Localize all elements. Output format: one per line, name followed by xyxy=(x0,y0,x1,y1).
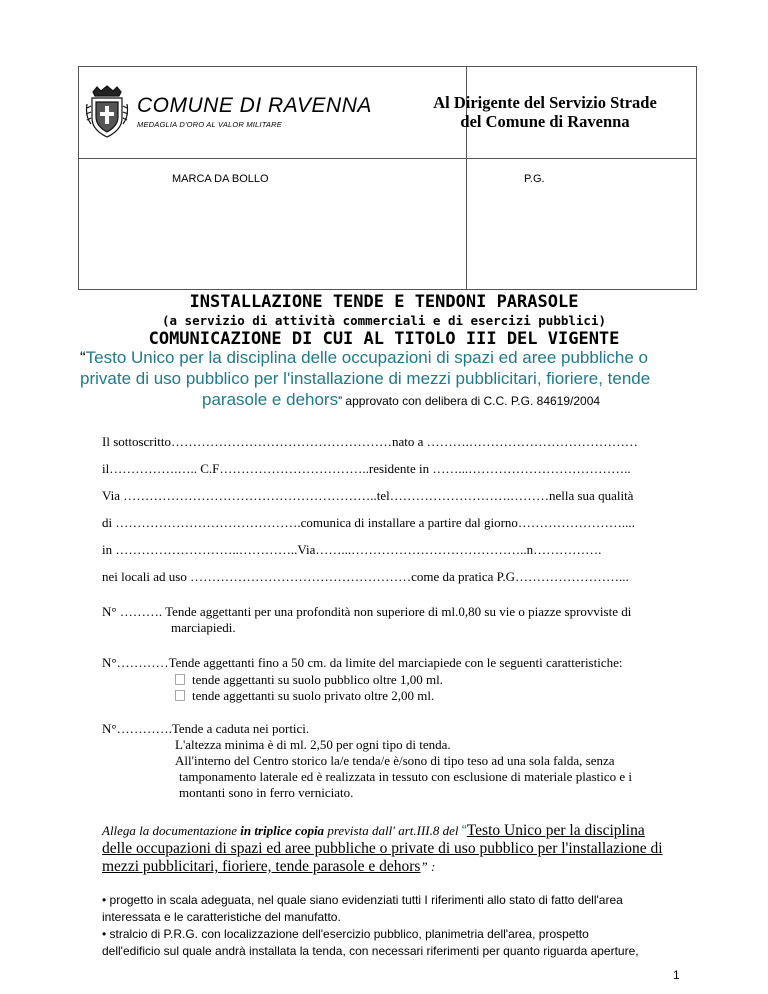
page-number: 1 xyxy=(673,968,680,982)
form-line-name[interactable]: Il sottoscritto……………………………………………nato a ……….………………………………… xyxy=(102,434,638,449)
comune-name: COMUNE DI RAVENNA xyxy=(137,94,372,117)
recipient-line-1: Al Dirigente del Servizio Strade xyxy=(433,93,657,112)
pg-label: P.G. xyxy=(524,173,545,185)
form-line-use[interactable]: nei locali ad uso ……………………………………………come da pratica P.G……………………... xyxy=(102,569,629,584)
item-2-option-2[interactable] xyxy=(175,688,434,704)
item-3-line-1: N°………….Tende a caduta nei portici. xyxy=(102,721,310,736)
item-3-line-5: montanti sono in ferro verniciato. xyxy=(179,785,354,800)
item-3-line-3: All'interno del Centro storico la/e tenda/e è/sono di tipo teso ad una sola falda, senza xyxy=(175,753,615,768)
testo-text-1: Testo Unico per la disciplina delle occupazioni di spazi ed aree pubbliche o xyxy=(85,348,648,367)
comunicazione-title: COMUNICAZIONE DI CUI AL TITOLO III DEL VIGENTE xyxy=(148,329,620,349)
allega-end: ” : xyxy=(420,859,436,874)
item-3-line-4: tamponamento laterale ed è realizzata in tessuto con esclusione di materiale plastico e i xyxy=(179,769,633,784)
sub-title: (a servizio di attività commerciali e di esercizi pubblici) xyxy=(161,313,606,328)
bullet-2-line-1: • stralcio di P.R.G. con localizzazione dell'esercizio pubblico, planimetria dell'area, prospetto xyxy=(102,927,589,941)
main-title: INSTALLAZIONE TENDE E TENDONI PARASOLE xyxy=(189,292,579,312)
checkbox-icon[interactable] xyxy=(175,674,185,685)
item-1-line-2: marciapiedi. xyxy=(171,620,236,635)
item-2-line-1: N°…………Tende aggettanti fino a 50 cm. da limite del marciapiede con le seguenti caratteristiche: xyxy=(102,655,623,670)
allega-bold: in triplice copia xyxy=(240,823,325,838)
form-line-via[interactable]: Via …………………………………………………..tel……………………….………nella sua qualità xyxy=(102,488,634,503)
allega-testo-3: mezzi pubblicitari, fioriere, tende parasole e dehors xyxy=(102,858,421,875)
approved-text: ” approvato con delibera di C.C. P.G. 84619/2004 xyxy=(338,394,601,408)
bullet-1-line-2: interessata e le caratteristiche del manufatto. xyxy=(102,910,341,924)
allega-prevista: prevista dall' art.III.8 del xyxy=(324,823,462,838)
header-divider-horizontal xyxy=(79,158,696,159)
quote-open: “ xyxy=(80,348,86,367)
testo-line-1 xyxy=(80,348,648,368)
option-2-label: tende aggettanti su suolo privato oltre 2,00 ml. xyxy=(192,688,435,703)
allega-testo-1: Testo Unico per la disciplina xyxy=(466,822,645,839)
item-1-line-1: N° ………. Tende aggettanti per una profondità non superiore di ml.0,80 su vie o piazze sprovviste di xyxy=(102,604,632,619)
allega-intro: Allega la documentazione xyxy=(102,823,241,838)
stamp-label: MARCA DA BOLLO xyxy=(172,173,269,185)
item-3-line-2: L'altezza minima è di ml. 2,50 per ogni tipo di tenda. xyxy=(175,737,451,752)
bullet-1-line-1: • progetto in scala adeguata, nel quale siano evidenziati tutti I riferimenti allo stato di fatto dell'area xyxy=(102,893,623,907)
testo-line-2: private di uso pubblico per l'installazione di mezzi pubblicitari, fioriere, tende xyxy=(80,369,651,388)
form-line-date[interactable]: di …………………………………….comunica di installare a partire dal giorno…………………….... xyxy=(102,515,635,530)
testo-line-3 xyxy=(202,390,600,410)
form-line-cf[interactable]: il…………….….. C.F……………………………..residente in ……...……………………………….. xyxy=(102,461,631,476)
recipient-line-2: del Comune di Ravenna xyxy=(460,112,630,131)
option-1-label: tende aggettanti su suolo pubblico oltre 1,00 ml. xyxy=(192,672,443,687)
allega-line-2: delle occupazioni di spazi ed aree pubbliche o private di uso pubblico per l'installazione di xyxy=(102,840,663,857)
allega-quote: “ xyxy=(461,822,467,839)
item-2-option-1[interactable] xyxy=(175,672,443,688)
bullet-2-line-2: dell'edificio sul quale andrà installata la tenda, con necessari riferimenti per quanto riguarda aperture, xyxy=(102,944,639,958)
allega-line-1 xyxy=(102,822,645,840)
checkbox-icon[interactable] xyxy=(175,690,185,701)
form-line-address[interactable]: in ………………………..…………..Via……...…………………………………..n……………. xyxy=(102,542,602,557)
allega-line-3 xyxy=(102,858,435,876)
recipient-block xyxy=(395,93,695,131)
testo-text-3: parasole e dehors xyxy=(202,390,339,409)
medal-text: MEDAGLIA D'ORO AL VALOR MILITARE xyxy=(137,120,282,129)
coat-of-arms-logo xyxy=(83,84,131,140)
